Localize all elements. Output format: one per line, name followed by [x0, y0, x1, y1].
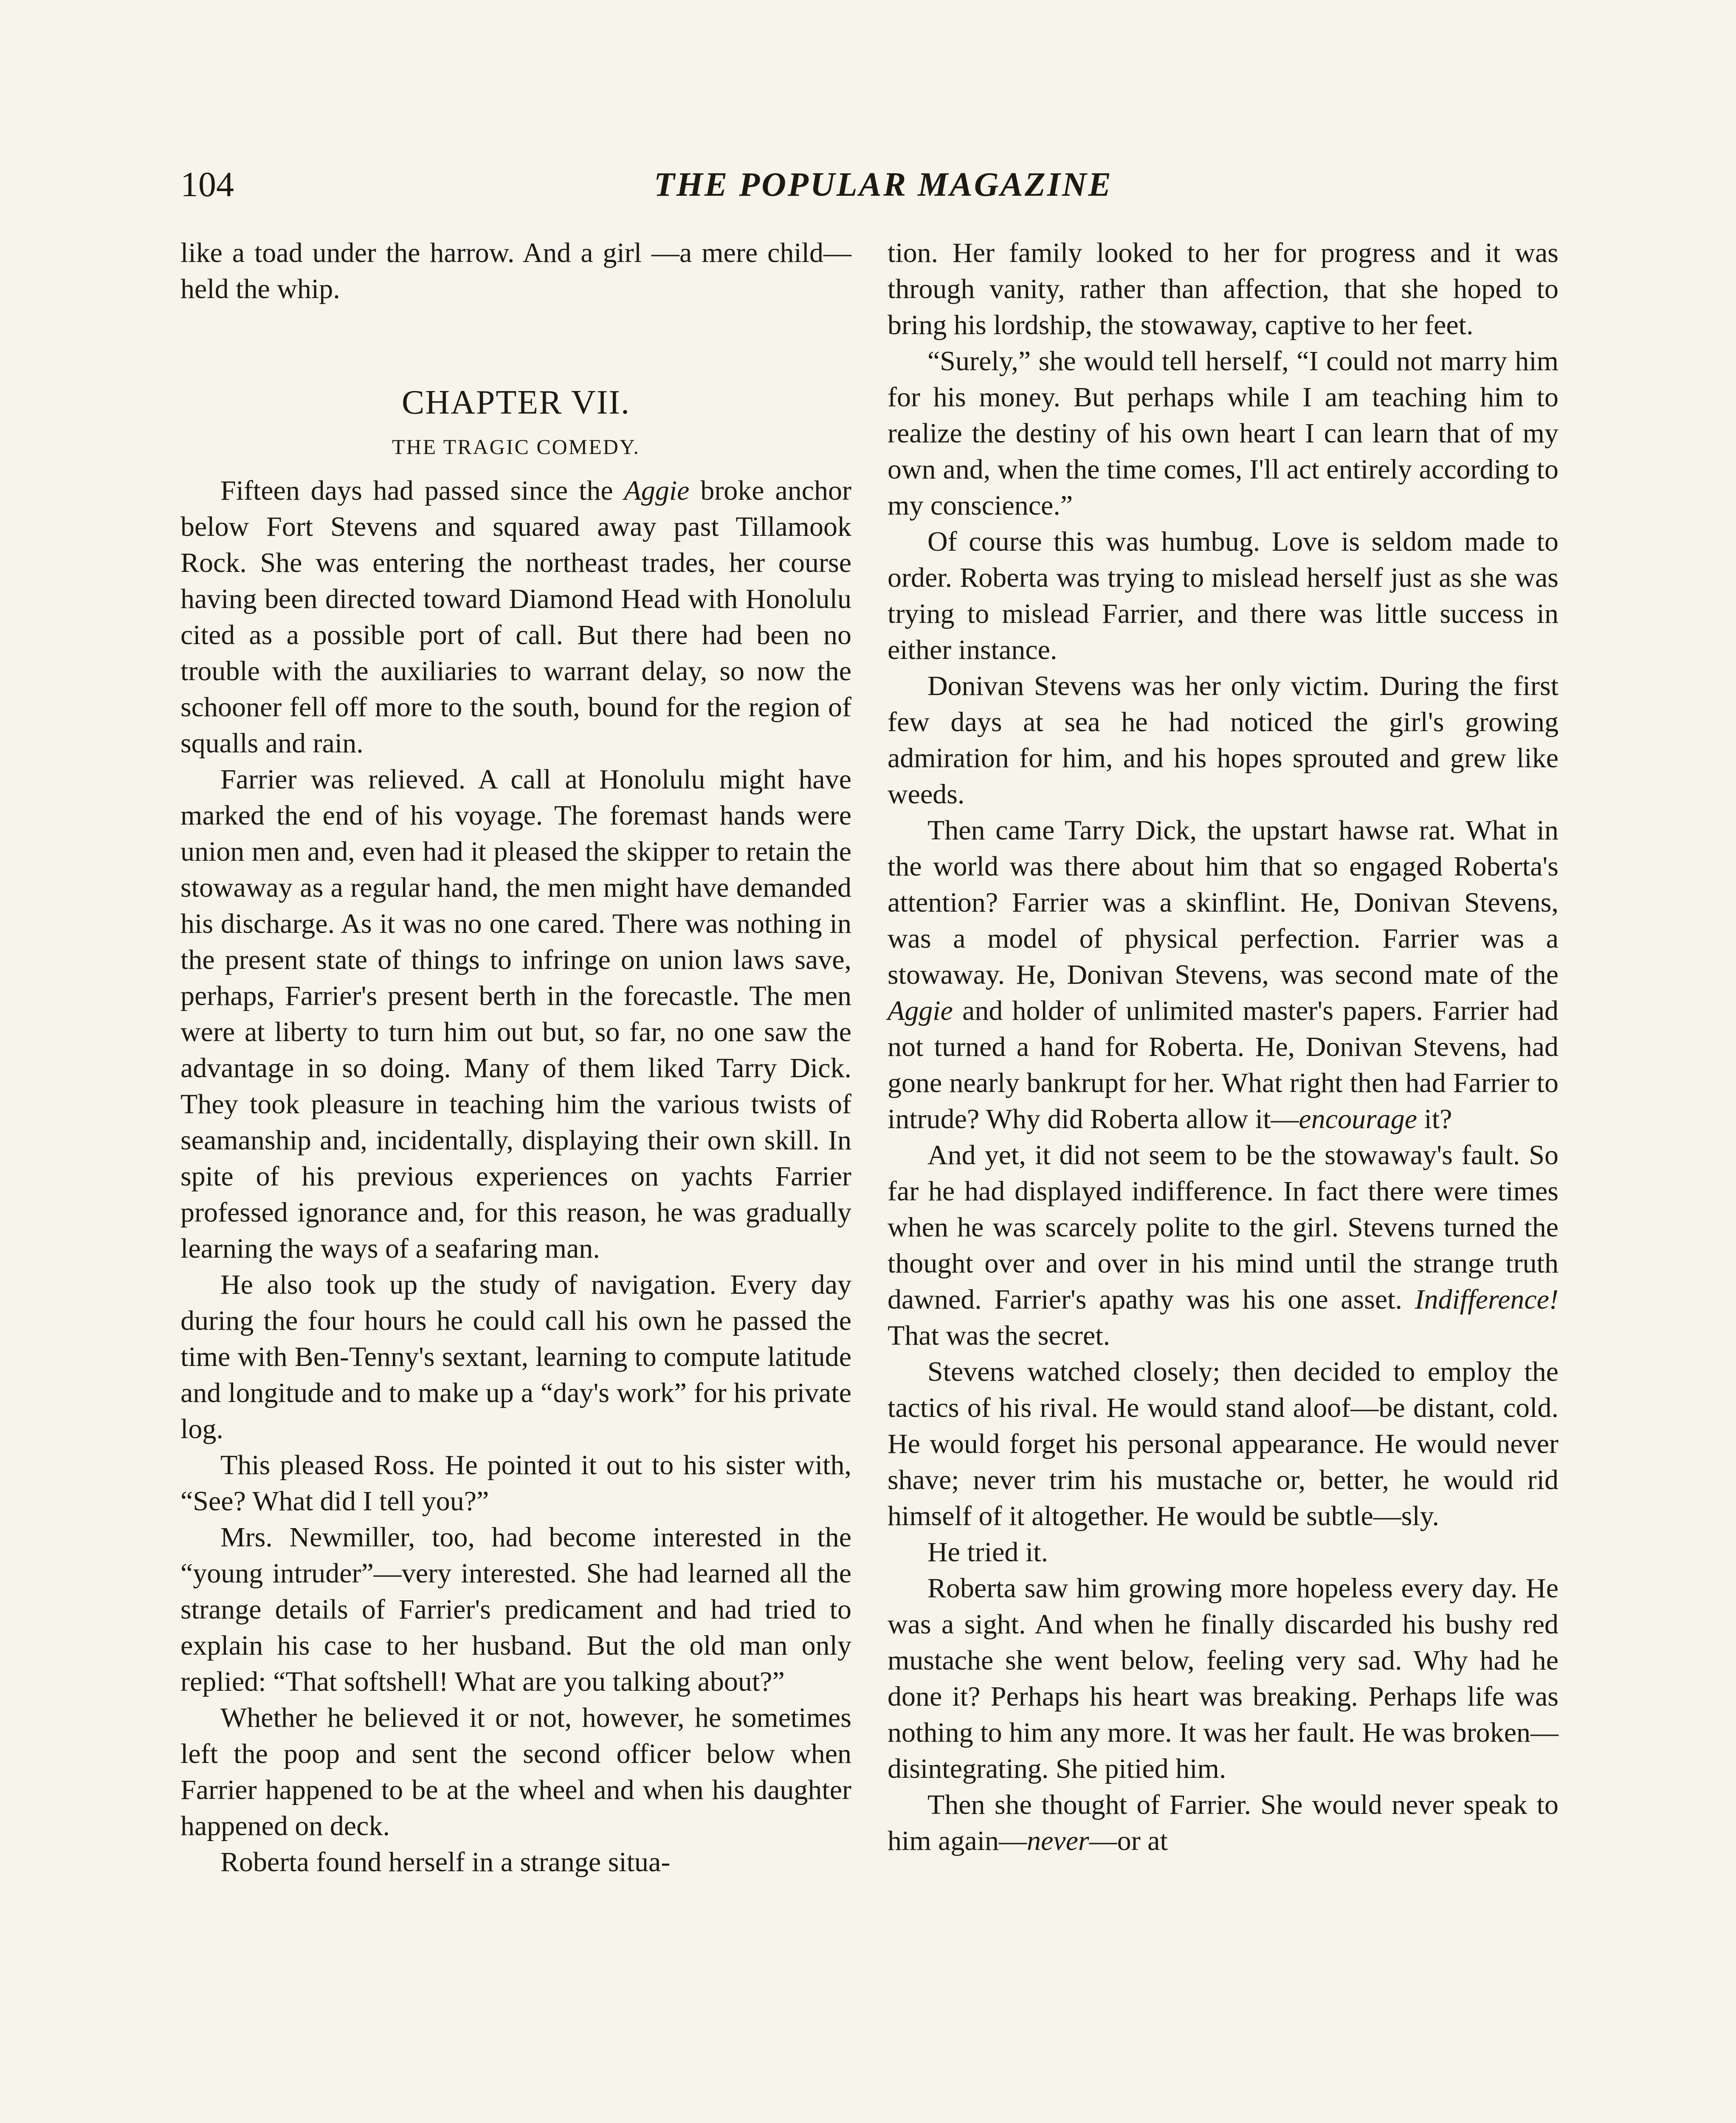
- body-paragraph: Of course this was humbug. Love is seldom made to order. Roberta was trying to mislead herself just as she was trying to mislead Farrier, and there was little success in either instance.: [888, 526, 1558, 665]
- emphasis: Indifference!: [1415, 1284, 1558, 1315]
- body-paragraph: “Surely,” she would tell herself, “I could not marry him for his money. But perhaps while I am teaching him to realize the destiny of his own heart I can learn that of my own and, when the time comes, I'll act entirely according to my conscience.”: [888, 346, 1558, 521]
- body-paragraph: [180, 473, 851, 761]
- running-title: THE POPULAR MAGAZINE: [654, 166, 1113, 203]
- text-run: That was the secret.: [888, 1320, 1110, 1351]
- emphasis: encourage: [1299, 1104, 1417, 1135]
- text-run: broke anchor below Fort Stevens and squared away past Tillamook Rock. She was entering the northeast trades, her course having been directed toward Diamond Head with Honolulu cited as a possible port of call. But there had been no trouble with the auxiliaries to warrant delay, so now the schooner fell off more to the south, bound for the region of squalls and rain.: [180, 475, 852, 759]
- body-paragraph: Stevens watched closely; then decided to employ the tactics of his rival. He would stand aloof—be distant, cold. He would forget his personal appearance. He would never shave; never trim his mustache or, better, he would rid himself of it altogether. He would be subtle—sly.: [888, 1356, 1558, 1532]
- ship-name: Aggie: [624, 475, 690, 506]
- left-column: [180, 235, 851, 1880]
- chapter-title: CHAPTER VII.: [401, 384, 631, 421]
- chapter-subtitle: THE TRAGIC COMEDY.: [392, 435, 640, 459]
- body-paragraph: Mrs. Newmiller, too, had become interested in the “young intruder”—very interested. She had learned all the strange details of Farrier's predicament and had tried to explain his case to her husband. But the old man only replied: “That softshell! What are you talking about?”: [180, 1522, 851, 1697]
- text-run: Then she thought of Farrier. She would never speak to him again—: [888, 1789, 1558, 1856]
- page-number: 104: [180, 165, 234, 204]
- body-paragraph: [888, 1787, 1558, 1859]
- body-paragraph: Donivan Stevens was her only victim. During the first few days at sea he had noticed the girl's growing admiration for him, and his hopes sprouted and grew like weeds.: [888, 670, 1558, 810]
- body-paragraph: Whether he believed it or not, however, he sometimes left the poop and sent the second officer below when Farrier happened to be at the wheel and when his daughter happened on deck.: [180, 1702, 851, 1841]
- text-run: it?: [1417, 1104, 1452, 1135]
- continuation-paragraph: tion. Her family looked to her for progress and it was through vanity, rather than affection, that she hoped to bring his lordship, the stowaway, captive to her feet.: [888, 237, 1558, 341]
- body-paragraph: Roberta found herself in a strange situa-: [220, 1847, 671, 1878]
- emphasis: never: [1027, 1825, 1089, 1856]
- right-column: [888, 235, 1558, 1859]
- body-paragraph: He also took up the study of navigation. Every day during the four hours he could call his own he passed the time with Ben-Tenny's sextant, learning to compute latitude and longitude and to make up a “day's work” for his private log.: [180, 1269, 851, 1444]
- body-paragraph: Farrier was relieved. A call at Honolulu might have marked the end of his voyage. The foremast hands were union men and, even had it pleased the skipper to retain the stowaway as a regular hand, the men might have demanded his discharge. As it was no one cared. There was nothing in the present state of things to infringe on union laws save, perhaps, Farrier's present berth in the forecastle. The men were at liberty to turn him out but, so far, no one saw the advantage in so doing. Many of them liked Tarry Dick. They took pleasure in teaching him the various twists of seamanship and, incidentally, displaying their own skill. In spite of his previous experiences on yachts Farrier professed ignorance and, for this reason, he was gradually learning the ways of a seafaring man.: [180, 764, 851, 1264]
- body-paragraph: [888, 812, 1558, 1137]
- ship-name: Aggie: [888, 995, 953, 1026]
- body-paragraph: Roberta saw him growing more hopeless every day. He was a sight. And when he finally discarded his bushy red mustache she went below, feeling very sad. Why had he done it? Perhaps his heart was breaking. Perhaps life was nothing to him any more. It was her fault. He was broken—disintegrating. She pitied him.: [888, 1573, 1558, 1784]
- continuation-paragraph: like a toad under the harrow. And a girl —a mere child—held the whip.: [180, 237, 851, 304]
- body-paragraph: This pleased Ross. He pointed it out to his sister with, “See? What did I tell you?”: [180, 1450, 851, 1517]
- body-paragraph: He tried it.: [927, 1537, 1048, 1568]
- body-paragraph: [888, 1137, 1558, 1354]
- text-run: and holder of unlimited master's papers. Farrier had not turned a hand for Roberta. He, Donivan Stevens, had gone nearly bankrupt for her. What right then had Farrier to intrude? Why did Roberta allow it—: [888, 995, 1558, 1135]
- text-run: Fifteen days had passed since the: [220, 475, 624, 506]
- text-run: —or at: [1089, 1825, 1168, 1856]
- text-run: Then came Tarry Dick, the upstart hawse rat. What in the world was there about him that so engaged Roberta's attention? Farrier was a skinflint. He, Donivan Stevens, was a model of physical perfection. Farrier was a stowaway. He, Donivan Stevens, was second mate of the: [888, 815, 1558, 990]
- text-run: And yet, it did not seem to be the stowaway's fault. So far he had displayed indifference. In fact there were times when he was scarcely polite to the girl. Stevens turned the thought over and over in his mind until the strange truth dawned. Farrier's apathy was his one asset.: [888, 1140, 1558, 1315]
